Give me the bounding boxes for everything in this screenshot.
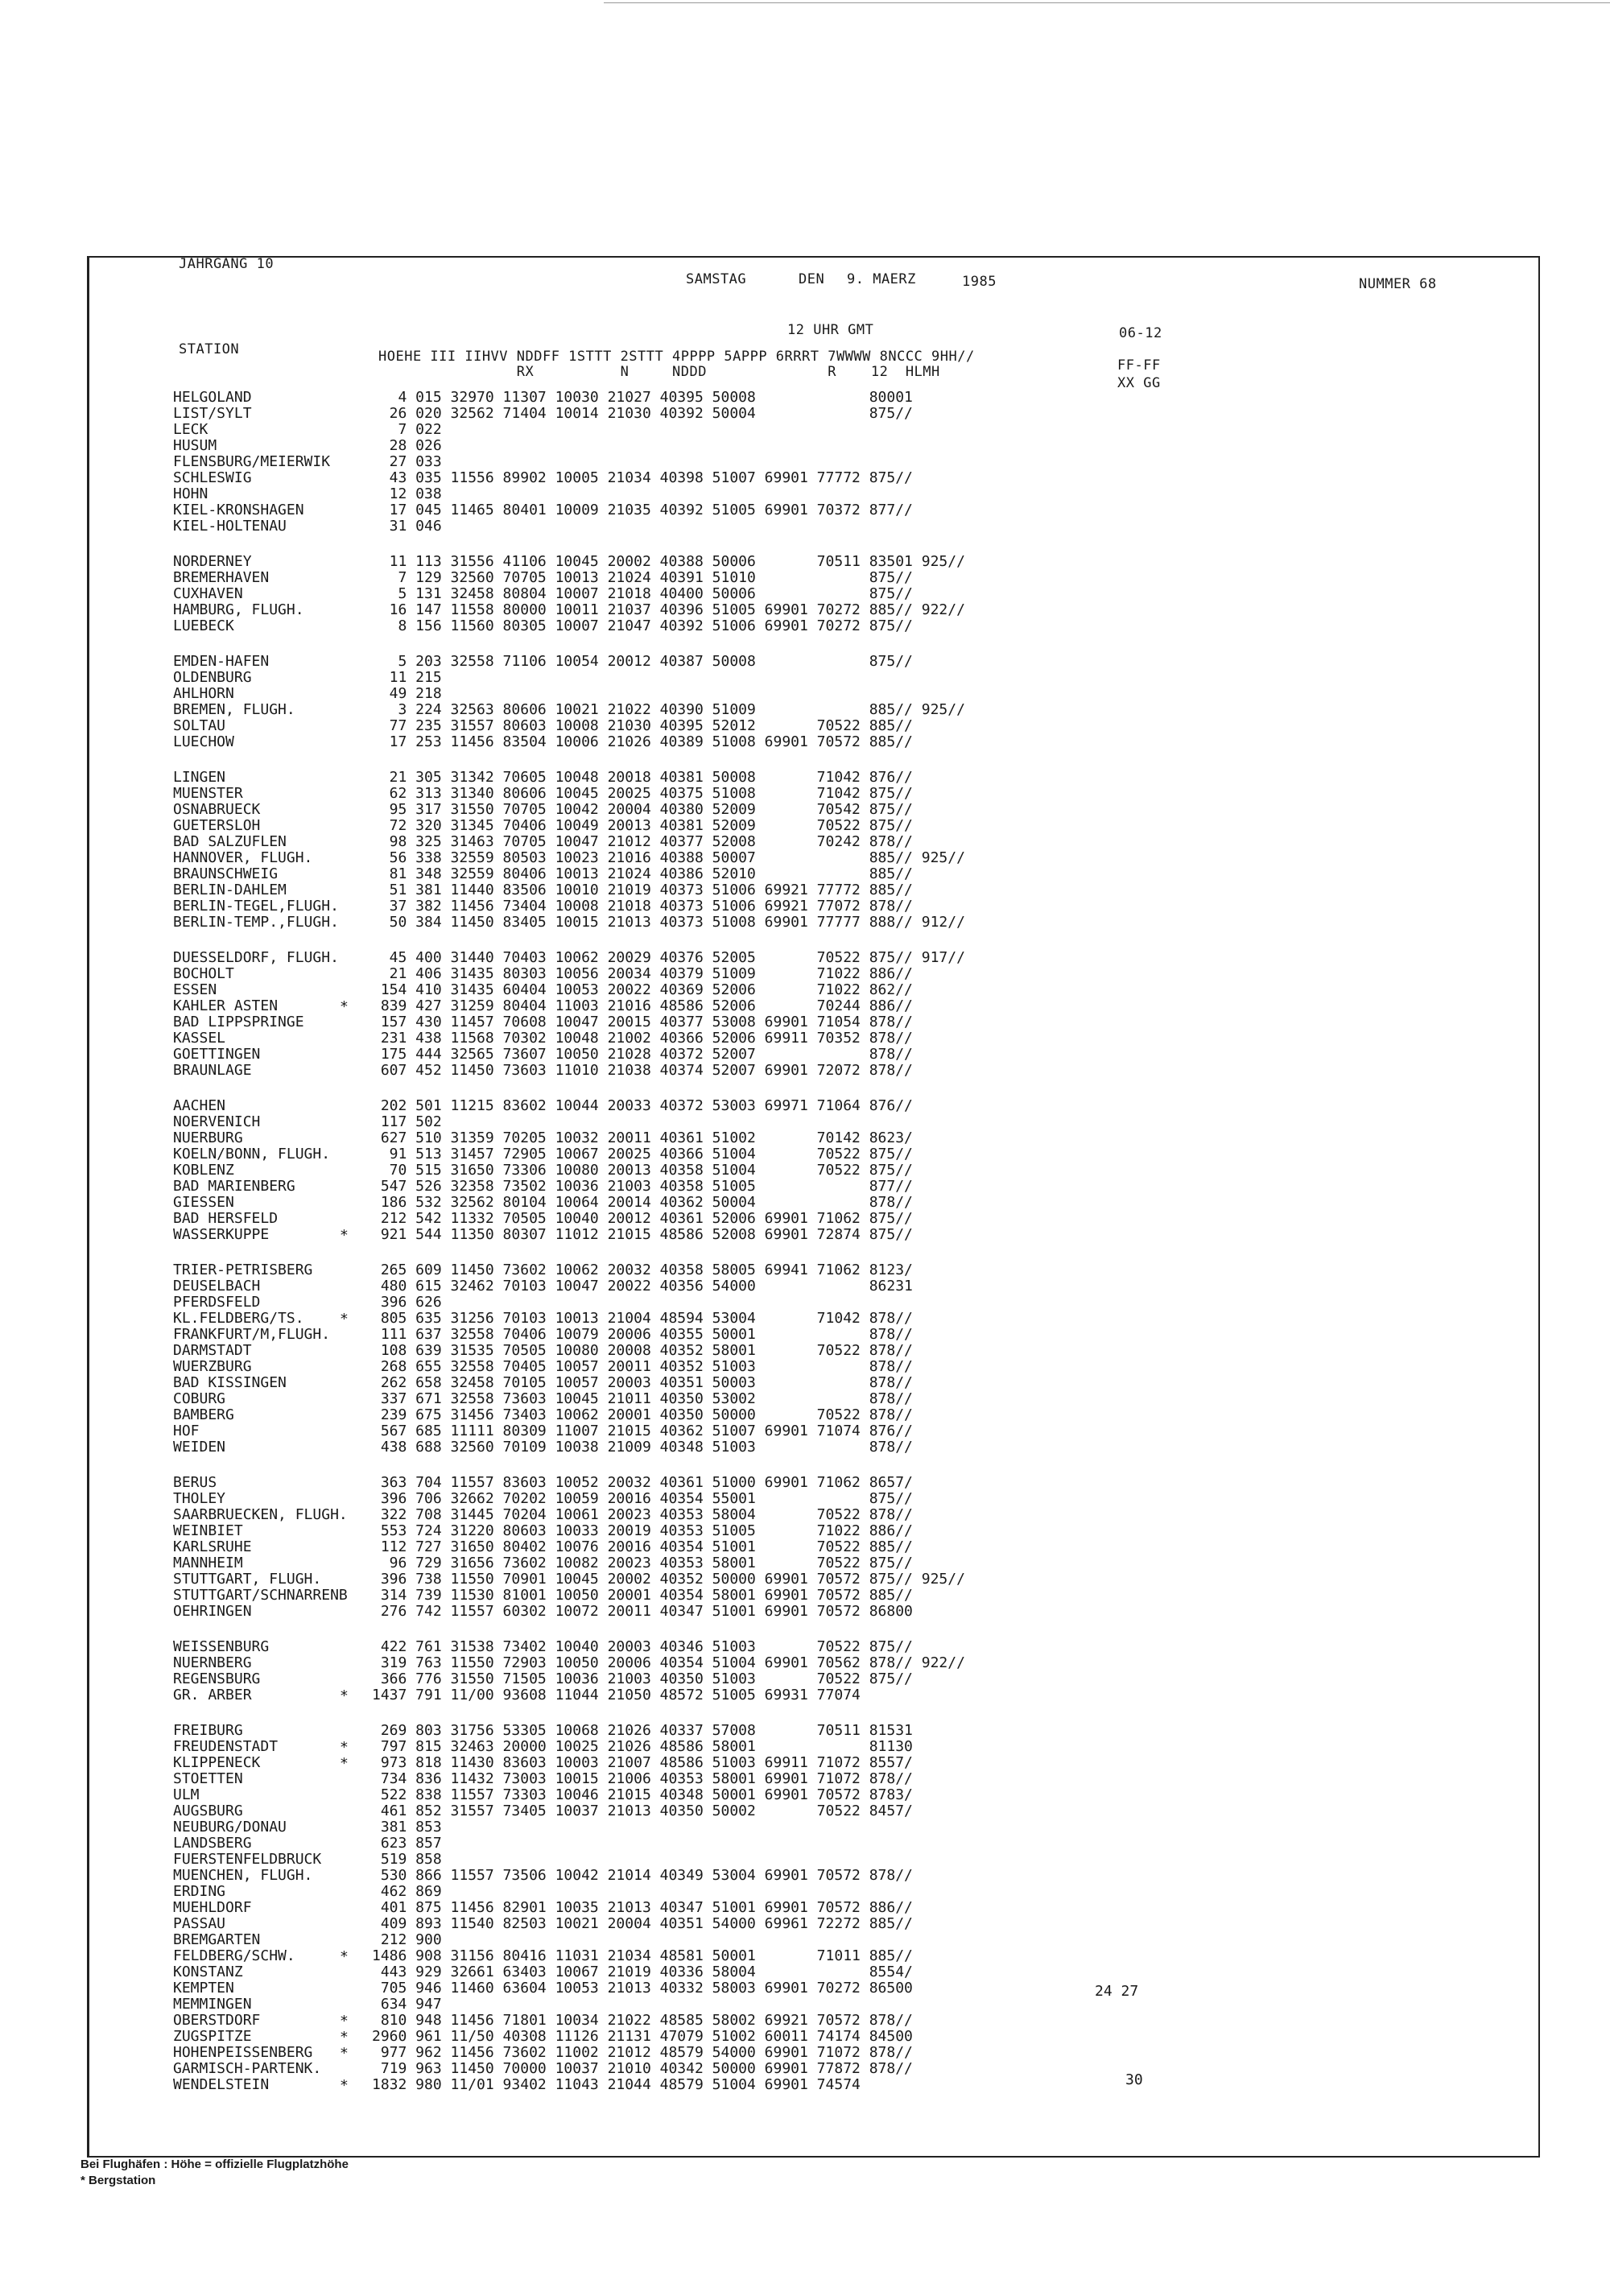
observation-row: 81 348 32559 80406 10013 21024 40386 52010 885// [372, 865, 913, 882]
observation-row: 366 776 31550 71505 10036 21003 40350 51003 70522 875// [372, 1670, 913, 1687]
observation-row: 11 113 31556 41106 10045 20002 40388 50006 70511 83501 925// [372, 553, 965, 570]
station-name: NOERVENICH [173, 1113, 261, 1130]
observation-row: 26 020 32562 71404 10014 21030 40392 50004 875// [372, 405, 913, 422]
data-group [372, 390, 965, 535]
observation-row: 50 384 11450 83405 10015 21013 40373 51008 69901 77777 888// 912// [372, 914, 965, 931]
time-label: 12 UHR GMT [787, 322, 874, 338]
observation-row: 45 400 31440 70403 10062 20029 40376 52005 70522 875// 917// [372, 949, 965, 966]
observation-row: 462 869 [372, 1883, 442, 1900]
station-name: LINGEN [173, 769, 226, 786]
observation-row: 96 729 31656 73602 10082 20023 40353 58001 70522 875// [372, 1555, 913, 1571]
station-name: BREMERHAVEN [173, 569, 270, 586]
station-name: BAD KISSINGEN [173, 1374, 287, 1391]
station-name: NUERNBERG [173, 1654, 252, 1671]
station-name: GOETTINGEN [173, 1046, 261, 1063]
observation-row: 734 836 11432 73003 10015 21006 40353 58001 69901 71072 878// [372, 1770, 913, 1787]
station-name: THOLEY [173, 1490, 226, 1507]
station-name: DEUSELBACH [173, 1278, 261, 1295]
station-name: HOHENPEISSENBERG [173, 2044, 313, 2061]
observation-row: 396 706 32662 70202 10059 20016 40354 55001 875// [372, 1490, 913, 1507]
observation-row: 239 675 31456 73403 10062 20001 40350 50000 70522 878// [372, 1406, 913, 1423]
observation-row: 17 253 11456 83504 10006 21026 40389 51008 69901 70572 885// [372, 733, 913, 750]
station-name: NEUBURG/DONAU [173, 1819, 287, 1836]
observation-row: 322 708 31445 70204 10061 20023 40353 58004 70522 878// [372, 1506, 913, 1523]
observation-row: 212 542 11332 70505 10040 20012 40361 52006 69901 71062 875// [372, 1210, 913, 1227]
bergstation-star-icon: * [340, 998, 349, 1015]
station-group [173, 1098, 348, 1243]
station-name: BERUS [173, 1474, 217, 1491]
day-label: SAMSTAG [686, 271, 747, 287]
station-name: WUERZBURG [173, 1358, 252, 1375]
station-name: COBURG [173, 1390, 226, 1407]
observation-row: 443 929 32661 63403 10067 21019 40336 58004 8554/ [372, 1964, 913, 1980]
station-name: MEMMINGEN [173, 1996, 252, 2013]
station-name: BAD SALZUFLEN [173, 833, 287, 850]
data-group [372, 770, 965, 931]
station-name: KIEL-HOLTENAU [173, 518, 287, 535]
observation-row: 91 513 31457 72905 10067 20025 40366 51004 70522 875// [372, 1146, 913, 1162]
station-name: STUTTGART/SCHNARRENB [173, 1587, 348, 1604]
observation-row: 8 156 11560 80305 10007 21047 40392 51006 69901 70272 875// [372, 617, 913, 634]
observation-row: 154 410 31435 60404 10053 20022 40369 52006 71022 862// [372, 981, 913, 998]
observation-row: 157 430 11457 70608 10047 20015 40377 53008 69901 71054 878// [372, 1014, 913, 1030]
station-name: EMDEN-HAFEN [173, 653, 270, 670]
observation-row: 363 704 11557 83603 10052 20032 40361 51000 69901 71062 8657/ [372, 1474, 913, 1491]
station-name: MUENSTER [173, 785, 243, 802]
observation-row: 21 406 31435 80303 10056 20034 40379 51009 71022 886// [372, 965, 913, 982]
station-name: BAD LIPPSPRINGE [173, 1014, 304, 1030]
nummer-label: NUMMER 68 [1359, 276, 1437, 292]
station-group [173, 1723, 348, 2093]
station-name: KL.FELDBERG/TS. [173, 1310, 304, 1327]
bergstation-star-icon: * [340, 2029, 349, 2046]
bergstation-star-icon: * [340, 1755, 349, 1772]
station-name: HANNOVER, FLUGH. [173, 849, 313, 866]
station-name: LANDSBERG [173, 1835, 252, 1852]
station-name: KARLSRUHE [173, 1538, 252, 1555]
observation-row: 72 320 31345 70406 10049 20013 40381 52009 70522 875// [372, 817, 913, 834]
station-name: WEINBIET [173, 1522, 243, 1539]
data-group [372, 950, 965, 1079]
station-name: WASSERKUPPE [173, 1226, 270, 1243]
bergstation-star-icon: * [340, 1311, 349, 1328]
data-group [372, 1098, 965, 1243]
observation-row: 276 742 11557 60302 10072 20011 40347 51001 69901 70572 86800 [372, 1603, 913, 1620]
observation-row: 973 818 11430 83603 10003 21007 48586 51003 69911 71072 8557/ [372, 1754, 913, 1771]
observation-row: 396 626 [372, 1294, 442, 1311]
station-group [173, 390, 348, 535]
observation-row: 522 838 11557 73303 10046 21015 40348 50001 69901 70572 8783/ [372, 1786, 913, 1803]
station-name: OEHRINGEN [173, 1603, 252, 1620]
observation-row: 607 452 11450 73603 11010 21038 40374 52007 69901 72072 878// [372, 1062, 913, 1079]
station-name: LUECHOW [173, 733, 234, 750]
station-name: SAARBRUECKEN, FLUGH. [173, 1506, 348, 1523]
observation-row: 797 815 32463 20000 10025 21026 48586 58001 81130 [372, 1738, 913, 1755]
observation-row: 262 658 32458 70105 10057 20003 40351 50003 878// [372, 1374, 913, 1391]
bergstation-star-icon: * [340, 1739, 349, 1756]
station-group [173, 554, 348, 634]
station-name: GUETERSLOH [173, 817, 261, 834]
observation-row: 56 338 32559 80503 10023 21016 40388 50007 885// 925// [372, 849, 965, 866]
observation-row: 77 235 31557 80603 10008 21030 40395 52012 70522 885// [372, 717, 913, 734]
observation-row: 1486 908 31156 80416 11031 21034 48581 50001 71011 885// [372, 1947, 913, 1964]
observation-row: 7 022 [372, 421, 442, 438]
bergstation-star-icon: * [340, 2045, 349, 2062]
station-list [173, 390, 348, 2112]
data-group [372, 1723, 965, 2093]
station-name: BOCHOLT [173, 965, 234, 982]
station-name: BAMBERG [173, 1406, 234, 1423]
observation-row: 43 035 11556 89902 10005 21034 40398 51007 69901 77772 875// [372, 469, 913, 486]
observation-row: 401 875 11456 82901 10035 21013 40347 51001 69901 70572 886// [372, 1899, 913, 1916]
station-name: SCHLESWIG [173, 469, 252, 486]
station-name: AACHEN [173, 1097, 226, 1114]
station-name: LECK [173, 421, 208, 438]
observation-row: 7 129 32560 70705 10013 21024 40391 51010 875// [372, 569, 913, 586]
station-name: MUEHLDORF [173, 1899, 252, 1916]
data-group [372, 1262, 965, 1456]
observation-row: 11 215 [372, 669, 442, 686]
side-note-zugspitze: 30 [1125, 2071, 1143, 2088]
data-group [372, 554, 965, 634]
observation-row: 117 502 [372, 1113, 442, 1130]
observation-row: 17 045 11465 80401 10009 21035 40392 51005 69901 70372 877// [372, 502, 913, 518]
station-name: GARMISCH-PARTENK. [173, 2060, 322, 2077]
data-group [372, 1639, 965, 1703]
observation-row: 98 325 31463 70705 10047 21012 40377 52008 70242 878// [372, 833, 913, 850]
observation-row: 108 639 31535 70505 10080 20008 40352 58001 70522 878// [372, 1342, 913, 1359]
observation-row: 314 739 11530 81001 10050 20001 40354 58001 69901 70572 885// [372, 1587, 913, 1604]
observation-table [372, 390, 965, 2112]
station-name: ESSEN [173, 981, 217, 998]
observation-row: 1437 791 11/00 93608 11044 21050 48572 51005 69931 77074 [372, 1687, 861, 1703]
observation-row: 319 763 11550 72903 10050 20006 40354 51004 69901 70562 878// 922// [372, 1654, 965, 1671]
observation-row: 977 962 11456 73602 11002 21012 48579 54000 69901 71072 878// [372, 2044, 913, 2061]
station-name: WEISSENBURG [173, 1638, 270, 1655]
station-name: SOLTAU [173, 717, 226, 734]
observation-row: 62 313 31340 80606 10045 20025 40375 51008 71042 875// [372, 785, 913, 802]
station-name: PFERDSFELD [173, 1294, 261, 1311]
observation-row: 5 131 32458 80804 10007 21018 40400 50006 875// [372, 585, 913, 602]
station-name: BERLIN-TEGEL,FLUGH. [173, 898, 339, 915]
ff-header: FF-FF [1117, 357, 1161, 374]
data-group [372, 654, 965, 750]
scan-top-line [604, 2, 1610, 3]
station-name: WENDELSTEIN [173, 2076, 270, 2093]
observation-row: 839 427 31259 80404 11003 21016 48586 52006 70244 886// [372, 997, 913, 1014]
footer-note-bergstation: * Bergstation [80, 2174, 156, 2187]
station-name: AHLHORN [173, 685, 234, 702]
observation-row: 70 515 31650 73306 10080 20013 40358 51004 70522 875// [372, 1162, 913, 1179]
station-name: KONSTANZ [173, 1964, 243, 1980]
observation-row: 112 727 31650 80402 10076 20016 40354 51001 70522 885// [372, 1538, 913, 1555]
bergstation-star-icon: * [340, 1227, 349, 1244]
observation-row: 381 853 [372, 1819, 442, 1836]
station-name: LIST/SYLT [173, 405, 252, 422]
station-name: BRAUNLAGE [173, 1062, 252, 1079]
station-name: STUTTGART, FLUGH. [173, 1571, 322, 1588]
observation-row: 49 218 [372, 685, 442, 702]
observation-row: 567 685 11111 80309 11007 21015 40362 51007 69901 71074 876// [372, 1423, 913, 1439]
observation-row: 719 963 11450 70000 10037 21010 40342 50000 69901 77872 878// [372, 2060, 913, 2077]
station-group [173, 950, 348, 1079]
station-name: LUEBECK [173, 617, 234, 634]
station-name: BREMEN, FLUGH. [173, 701, 295, 718]
observation-row: 202 501 11215 83602 10044 20033 40372 53003 69971 71064 876// [372, 1097, 913, 1114]
station-group [173, 1475, 348, 1620]
station-name: NUERBURG [173, 1129, 243, 1146]
observation-row: 337 671 32558 73603 10045 21011 40350 53002 878// [372, 1390, 913, 1407]
station-name: FREUDENSTADT [173, 1738, 279, 1755]
bergstation-star-icon: * [340, 2077, 349, 2094]
observation-row: 530 866 11557 73506 10042 21014 40349 53004 69901 70572 878// [372, 1867, 913, 1884]
observation-row: 186 532 32562 80104 10064 20014 40362 50004 878// [372, 1194, 913, 1211]
station-name: BERLIN-TEMP.,FLUGH. [173, 914, 339, 931]
observation-row: 396 738 11550 70901 10045 20002 40352 50000 69901 70572 875// 925// [372, 1571, 965, 1588]
station-name: OLDENBURG [173, 669, 252, 686]
footer-note-airports: Bei Flughäfen : Höhe = offizielle Flugplatzhöhe [80, 2158, 349, 2171]
station-name: HUSUM [173, 437, 217, 454]
observation-row: 37 382 11456 73404 10008 21018 40373 51006 69921 77072 878// [372, 898, 913, 915]
observation-row: 422 761 31538 73402 10040 20003 40346 51003 70522 875// [372, 1638, 913, 1655]
station-name: HAMBURG, FLUGH. [173, 601, 304, 618]
observation-row: 461 852 31557 73405 10037 21013 40350 50002 70522 8457/ [372, 1803, 913, 1819]
station-name: OBERSTDORF [173, 2012, 261, 2029]
station-name: KOBLENZ [173, 1162, 234, 1179]
station-name: GIESSEN [173, 1194, 234, 1211]
station-group [173, 654, 348, 750]
station-name: FREIBURG [173, 1722, 243, 1739]
column-header-line1: HOEHE III IIHVV NDDFF 1STTT 2STTT 4PPPP 5APPP 6RRRT 7WWWW 8NCCC 9HH// [378, 349, 975, 365]
station-name: FELDBERG/SCHW. [173, 1947, 295, 1964]
side-note-feldberg: 24 27 [1095, 1983, 1139, 2000]
station-name: FLENSBURG/MEIERWIK [173, 453, 331, 470]
jahrgang-label: JAHRGANG 10 [179, 256, 275, 272]
station-name: KASSEL [173, 1030, 226, 1047]
station-group [173, 770, 348, 931]
observation-row: 547 526 32358 73502 10036 21003 40358 51005 877// [372, 1178, 913, 1195]
observation-row: 921 544 11350 80307 11012 21015 48586 52008 69901 72874 875// [372, 1226, 913, 1243]
station-name: KLIPPENECK [173, 1754, 261, 1771]
station-name: MANNHEIM [173, 1555, 243, 1571]
station-name: BAD HERSFELD [173, 1210, 279, 1227]
column-header-line2: RX N NDDD R 12 HLMH [378, 364, 940, 380]
station-column-header: STATION [179, 341, 240, 357]
observation-row: 21 305 31342 70605 10048 20018 40381 50008 71042 876// [372, 769, 913, 786]
observation-row: 212 900 [372, 1931, 442, 1948]
station-name: MUENCHEN, FLUGH. [173, 1867, 313, 1884]
station-name: HELGOLAND [173, 389, 252, 406]
observation-row: 705 946 11460 63604 10053 21013 40332 58003 69901 70272 86500 [372, 1980, 913, 1997]
year-label: 1985 [962, 274, 997, 290]
station-name: REGENSBURG [173, 1670, 261, 1687]
observation-row: 175 444 32565 73607 10050 21028 40372 52007 878// [372, 1046, 913, 1063]
observation-row: 51 381 11440 83506 10010 21019 40373 51006 69921 77772 885// [372, 882, 913, 898]
station-name: BERLIN-DAHLEM [173, 882, 287, 898]
observation-row: 31 046 [372, 518, 442, 535]
observation-row: 5 203 32558 71106 10054 20012 40387 50008 875// [372, 653, 913, 670]
observation-row: 553 724 31220 80603 10033 20019 40353 51005 71022 886// [372, 1522, 913, 1539]
station-group [173, 1639, 348, 1703]
observation-row: 805 635 31256 70103 10013 21004 48594 53004 71042 878// [372, 1310, 913, 1327]
period-label: 06-12 [1119, 325, 1162, 341]
observation-row: 12 038 [372, 485, 442, 502]
den-label: DEN [799, 271, 825, 287]
observation-row: 269 803 31756 53305 10068 21026 40337 57008 70511 81531 [372, 1722, 913, 1739]
observation-row: 231 438 11568 70302 10048 21002 40366 52006 69911 70352 878// [372, 1030, 913, 1047]
station-name: KIEL-KRONSHAGEN [173, 502, 304, 518]
station-name: BRAUNSCHWEIG [173, 865, 279, 882]
observation-row: 623 857 [372, 1835, 442, 1852]
observation-row: 519 858 [372, 1851, 442, 1868]
xx-header: XX GG [1117, 375, 1161, 391]
date-label: 9. MAERZ [847, 271, 916, 287]
station-name: FRANKFURT/M,FLUGH. [173, 1326, 331, 1343]
station-name: DUESSELDORF, FLUGH. [173, 949, 339, 966]
observation-row: 27 033 [372, 453, 442, 470]
observation-row: 16 147 11558 80000 10011 21037 40396 51005 69901 70272 885// 922// [372, 601, 965, 618]
observation-row: 409 893 11540 82503 10021 20004 40351 54000 69961 72272 885// [372, 1915, 913, 1932]
observation-row: 810 948 11456 71801 10034 21022 48585 58002 69921 70572 878// [372, 2012, 913, 2029]
station-name: PASSAU [173, 1915, 226, 1932]
station-name: ULM [173, 1786, 200, 1803]
station-name: KEMPTEN [173, 1980, 234, 1997]
observation-row: 95 317 31550 70705 10042 20004 40380 52009 70542 875// [372, 801, 913, 818]
station-name: AUGSBURG [173, 1803, 243, 1819]
bergstation-star-icon: * [340, 1948, 349, 1965]
station-name: NORDERNEY [173, 553, 252, 570]
station-name: STOETTEN [173, 1770, 243, 1787]
observation-row: 438 688 32560 70109 10038 21009 40348 51003 878// [372, 1439, 913, 1456]
bergstation-star-icon: * [340, 1687, 349, 1704]
observation-row: 111 637 32558 70406 10079 20006 40355 50001 878// [372, 1326, 913, 1343]
station-name: HOHN [173, 485, 208, 502]
station-name: GR. ARBER [173, 1687, 252, 1703]
station-name: FUERSTENFELDBRUCK [173, 1851, 322, 1868]
station-name: ERDING [173, 1883, 226, 1900]
observation-row: 1832 980 11/01 93402 11043 21044 48579 51004 69901 74574 [372, 2076, 861, 2093]
station-name: ZUGSPITZE [173, 2028, 252, 2045]
station-name: DARMSTADT [173, 1342, 252, 1359]
observation-row: 480 615 32462 70103 10047 20022 40356 54000 86231 [372, 1278, 913, 1295]
observation-row: 3 224 32563 80606 10021 21022 40390 51009 885// 925// [372, 701, 965, 718]
station-name: OSNABRUECK [173, 801, 261, 818]
observation-row: 4 015 32970 11307 10030 21027 40395 50008 80001 [372, 389, 913, 406]
station-name: HOF [173, 1423, 200, 1439]
station-name: BAD MARIENBERG [173, 1178, 295, 1195]
station-name: CUXHAVEN [173, 585, 243, 602]
observation-row: 634 947 [372, 1996, 442, 2013]
station-name: BREMGARTEN [173, 1931, 261, 1948]
station-group [173, 1262, 348, 1456]
station-name: TRIER-PETRISBERG [173, 1262, 313, 1278]
observation-row: 265 609 11450 73602 10062 20032 40358 58005 69941 71062 8123/ [372, 1262, 913, 1278]
data-group [372, 1475, 965, 1620]
station-name: WEIDEN [173, 1439, 226, 1456]
observation-row: 28 026 [372, 437, 442, 454]
observation-row: 2960 961 11/50 40308 11126 21131 47079 51002 60011 74174 84500 [372, 2028, 913, 2045]
observation-row: 627 510 31359 70205 10032 20011 40361 51002 70142 8623/ [372, 1129, 913, 1146]
bergstation-star-icon: * [340, 2013, 349, 2030]
station-name: KOELN/BONN, FLUGH. [173, 1146, 331, 1162]
station-name: KAHLER ASTEN [173, 997, 279, 1014]
observation-row: 268 655 32558 70405 10057 20011 40352 51003 878// [372, 1358, 913, 1375]
